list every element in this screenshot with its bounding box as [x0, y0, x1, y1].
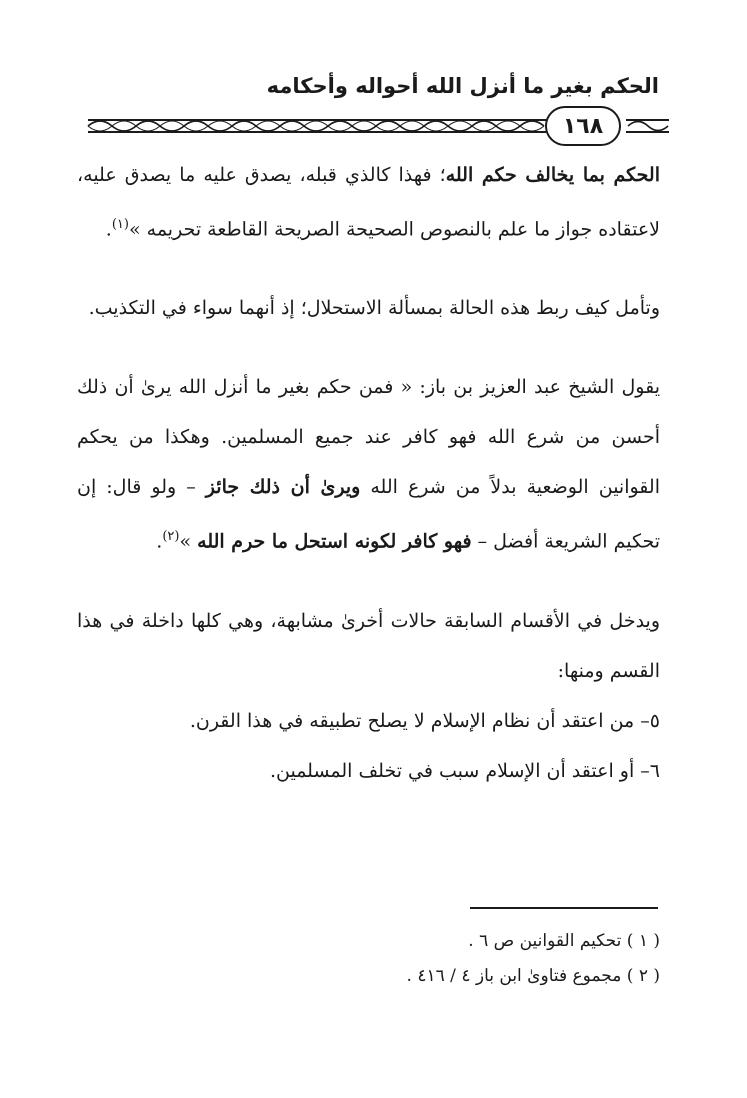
paragraph-2: وتأمل كيف ربط هذه الحالة بمسألة الاستحلال؛ إذ أنهما سواء في التكذيب. [88, 297, 660, 320]
footnote-divider [470, 907, 658, 909]
bold-text: الحكم بما يخالف حكم الله [445, 164, 660, 186]
punctuation: . [105, 218, 112, 241]
paragraph-4: ويدخل في الأقسام السابقة حالات أخرىٰ مشابهة، وهي كلها داخلة في هذا القسم ومنها: [77, 609, 660, 682]
paragraph-text: – ولو قال: إن تحكيم الشريعة أفضل – [77, 476, 660, 553]
body-text [77, 150, 660, 796]
paragraph-1 [77, 150, 660, 254]
list-item: ٦– أو اعتقد أن الإسلام سبب في تخلف المسلمين. [269, 759, 660, 782]
page-header-title: الحكم بغير ما أنزل الله أحواله وأحكامه [266, 74, 659, 98]
paragraph-3 [77, 362, 660, 566]
paragraph-text: ؛ فهذا كالذي قبله، يصدق عليه ما يصدق عليه، لاعتقاده جواز ما علم بالنصوص الصحيحة الصريحة القاطعة تحريمه » [77, 164, 660, 241]
bold-text: ويرىٰ أن ذلك جائز [205, 476, 361, 499]
footnote-marker: (١) [111, 217, 129, 232]
paragraph-text: » [179, 530, 198, 553]
paragraph-text: يقول الشيخ عبد العزيز بن باز: « فمن حكم بغير ما أنزل الله يرىٰ أن ذلك أحسن من شرع الله فهو كافر عند جميع المسلمين. وهكذا من يحكم القوانين الوضعية بدلاً من شرع الله [77, 376, 660, 499]
bold-text: فهو كافر لكونه استحل ما حرم الله [197, 530, 472, 553]
footnote-1: ( ١ ) تحكيم القوانين ص ٦ . [468, 931, 660, 951]
footnotes [77, 924, 660, 994]
footnote-2: ( ٢ ) مجموع فتاوىٰ ابن باز ٤ / ٤١٦ . [406, 966, 660, 986]
page-number-badge: ١٦٨ [545, 106, 621, 146]
list-item: ٥– من اعتقد أن نظام الإسلام لا يصلح تطبيقه في هذا القرن. [189, 709, 660, 732]
punctuation: . [156, 530, 163, 553]
footnote-marker: (٢) [162, 529, 180, 545]
